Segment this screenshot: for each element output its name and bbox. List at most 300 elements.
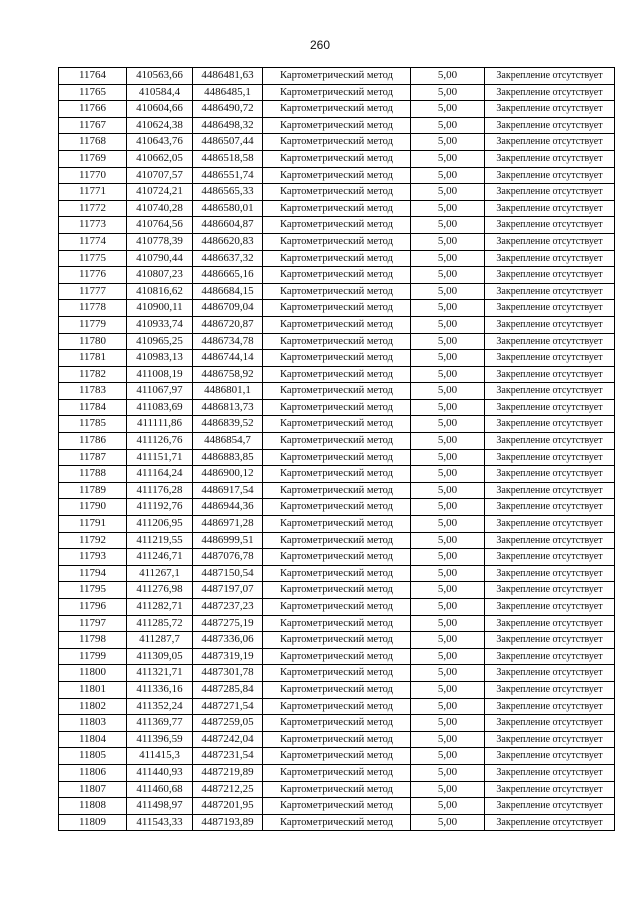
fixation-cell: Закрепление отсутствует	[485, 84, 615, 101]
accuracy-cell: 5,00	[411, 233, 485, 250]
table-row	[59, 665, 615, 682]
point-number-cell: 11798	[59, 632, 127, 649]
accuracy-cell: 5,00	[411, 681, 485, 698]
table-row	[59, 532, 615, 549]
method-cell: Картометрический метод	[263, 516, 411, 533]
method-cell: Картометрический метод	[263, 84, 411, 101]
fixation-cell: Закрепление отсутствует	[485, 150, 615, 167]
y-coordinate-cell: 4486801,1	[193, 383, 263, 400]
table-row	[59, 648, 615, 665]
accuracy-cell: 5,00	[411, 300, 485, 317]
y-coordinate-cell: 4487242,04	[193, 731, 263, 748]
table-row	[59, 698, 615, 715]
point-number-cell: 11781	[59, 350, 127, 367]
method-cell: Картометрический метод	[263, 399, 411, 416]
fixation-cell: Закрепление отсутствует	[485, 648, 615, 665]
method-cell: Картометрический метод	[263, 781, 411, 798]
fixation-cell: Закрепление отсутствует	[485, 300, 615, 317]
y-coordinate-cell: 4486507,44	[193, 134, 263, 151]
method-cell: Картометрический метод	[263, 715, 411, 732]
table-row	[59, 117, 615, 134]
y-coordinate-cell: 4486565,33	[193, 184, 263, 201]
accuracy-cell: 5,00	[411, 499, 485, 516]
table-row	[59, 150, 615, 167]
x-coordinate-cell: 410790,44	[127, 250, 193, 267]
accuracy-cell: 5,00	[411, 632, 485, 649]
method-cell: Картометрический метод	[263, 333, 411, 350]
point-number-cell: 11806	[59, 764, 127, 781]
page-number: 260	[309, 38, 331, 52]
method-cell: Картометрический метод	[263, 167, 411, 184]
method-cell: Картометрический метод	[263, 283, 411, 300]
x-coordinate-cell: 411164,24	[127, 466, 193, 483]
fixation-cell: Закрепление отсутствует	[485, 366, 615, 383]
table-row	[59, 433, 615, 450]
point-number-cell: 11771	[59, 184, 127, 201]
fixation-cell: Закрепление отсутствует	[485, 117, 615, 134]
fixation-cell: Закрепление отсутствует	[485, 814, 615, 831]
accuracy-cell: 5,00	[411, 549, 485, 566]
method-cell: Картометрический метод	[263, 565, 411, 582]
y-coordinate-cell: 4486518,58	[193, 150, 263, 167]
y-coordinate-cell: 4487285,84	[193, 681, 263, 698]
table-row	[59, 233, 615, 250]
point-number-cell: 11764	[59, 68, 127, 85]
point-number-cell: 11770	[59, 167, 127, 184]
x-coordinate-cell: 411246,71	[127, 549, 193, 566]
table-row	[59, 731, 615, 748]
method-cell: Картометрический метод	[263, 150, 411, 167]
method-cell: Картометрический метод	[263, 681, 411, 698]
point-number-cell: 11809	[59, 814, 127, 831]
accuracy-cell: 5,00	[411, 167, 485, 184]
fixation-cell: Закрепление отсутствует	[485, 200, 615, 217]
point-number-cell: 11792	[59, 532, 127, 549]
method-cell: Картометрический метод	[263, 416, 411, 433]
x-coordinate-cell: 410764,56	[127, 217, 193, 234]
fixation-cell: Закрепление отсутствует	[485, 731, 615, 748]
fixation-cell: Закрепление отсутствует	[485, 665, 615, 682]
accuracy-cell: 5,00	[411, 383, 485, 400]
x-coordinate-cell: 410643,76	[127, 134, 193, 151]
x-coordinate-cell: 411352,24	[127, 698, 193, 715]
y-coordinate-cell: 4487076,78	[193, 549, 263, 566]
method-cell: Картометрический метод	[263, 482, 411, 499]
table-row	[59, 250, 615, 267]
table-row	[59, 333, 615, 350]
point-number-cell: 11772	[59, 200, 127, 217]
fixation-cell: Закрепление отсутствует	[485, 350, 615, 367]
fixation-cell: Закрепление отсутствует	[485, 565, 615, 582]
x-coordinate-cell: 411460,68	[127, 781, 193, 798]
fixation-cell: Закрепление отсутствует	[485, 283, 615, 300]
x-coordinate-cell: 411219,55	[127, 532, 193, 549]
point-number-cell: 11769	[59, 150, 127, 167]
x-coordinate-cell: 411396,59	[127, 731, 193, 748]
method-cell: Картометрический метод	[263, 383, 411, 400]
table-row	[59, 681, 615, 698]
method-cell: Картометрический метод	[263, 101, 411, 118]
point-number-cell: 11796	[59, 599, 127, 616]
fixation-cell: Закрепление отсутствует	[485, 715, 615, 732]
fixation-cell: Закрепление отсутствует	[485, 499, 615, 516]
fixation-cell: Закрепление отсутствует	[485, 416, 615, 433]
point-number-cell: 11786	[59, 433, 127, 450]
table-row	[59, 599, 615, 616]
y-coordinate-cell: 4487259,05	[193, 715, 263, 732]
y-coordinate-cell: 4487197,07	[193, 582, 263, 599]
point-number-cell: 11782	[59, 366, 127, 383]
point-number-cell: 11808	[59, 798, 127, 815]
fixation-cell: Закрепление отсутствует	[485, 250, 615, 267]
accuracy-cell: 5,00	[411, 84, 485, 101]
accuracy-cell: 5,00	[411, 250, 485, 267]
method-cell: Картометрический метод	[263, 582, 411, 599]
method-cell: Картометрический метод	[263, 217, 411, 234]
fixation-cell: Закрепление отсутствует	[485, 316, 615, 333]
y-coordinate-cell: 4486637,32	[193, 250, 263, 267]
accuracy-cell: 5,00	[411, 449, 485, 466]
x-coordinate-cell: 410563,66	[127, 68, 193, 85]
point-number-cell: 11797	[59, 615, 127, 632]
x-coordinate-cell: 411336,16	[127, 681, 193, 698]
table-row	[59, 350, 615, 367]
table-row	[59, 167, 615, 184]
table-row	[59, 449, 615, 466]
y-coordinate-cell: 4486498,32	[193, 117, 263, 134]
fixation-cell: Закрепление отсутствует	[485, 217, 615, 234]
x-coordinate-cell: 411498,97	[127, 798, 193, 815]
y-coordinate-cell: 4487336,06	[193, 632, 263, 649]
accuracy-cell: 5,00	[411, 416, 485, 433]
x-coordinate-cell: 411008,19	[127, 366, 193, 383]
y-coordinate-cell: 4486604,87	[193, 217, 263, 234]
x-coordinate-cell: 411083,69	[127, 399, 193, 416]
accuracy-cell: 5,00	[411, 814, 485, 831]
table-row	[59, 781, 615, 798]
accuracy-cell: 5,00	[411, 267, 485, 284]
point-number-cell: 11803	[59, 715, 127, 732]
table-row	[59, 582, 615, 599]
table-row	[59, 764, 615, 781]
y-coordinate-cell: 4486971,28	[193, 516, 263, 533]
fixation-cell: Закрепление отсутствует	[485, 615, 615, 632]
y-coordinate-cell: 4487219,89	[193, 764, 263, 781]
accuracy-cell: 5,00	[411, 101, 485, 118]
y-coordinate-cell: 4486744,14	[193, 350, 263, 367]
accuracy-cell: 5,00	[411, 516, 485, 533]
point-number-cell: 11800	[59, 665, 127, 682]
accuracy-cell: 5,00	[411, 748, 485, 765]
point-number-cell: 11788	[59, 466, 127, 483]
accuracy-cell: 5,00	[411, 134, 485, 151]
accuracy-cell: 5,00	[411, 781, 485, 798]
fixation-cell: Закрепление отсутствует	[485, 599, 615, 616]
table-row	[59, 615, 615, 632]
fixation-cell: Закрепление отсутствует	[485, 549, 615, 566]
table-row	[59, 814, 615, 831]
x-coordinate-cell: 410778,39	[127, 233, 193, 250]
method-cell: Картометрический метод	[263, 184, 411, 201]
point-number-cell: 11791	[59, 516, 127, 533]
point-number-cell: 11768	[59, 134, 127, 151]
method-cell: Картометрический метод	[263, 632, 411, 649]
y-coordinate-cell: 4486665,16	[193, 267, 263, 284]
accuracy-cell: 5,00	[411, 117, 485, 134]
x-coordinate-cell: 410624,38	[127, 117, 193, 134]
point-number-cell: 11789	[59, 482, 127, 499]
x-coordinate-cell: 411369,77	[127, 715, 193, 732]
accuracy-cell: 5,00	[411, 466, 485, 483]
fixation-cell: Закрепление отсутствует	[485, 184, 615, 201]
point-number-cell: 11804	[59, 731, 127, 748]
x-coordinate-cell: 411192,76	[127, 499, 193, 516]
x-coordinate-cell: 410983,13	[127, 350, 193, 367]
accuracy-cell: 5,00	[411, 798, 485, 815]
method-cell: Картометрический метод	[263, 117, 411, 134]
x-coordinate-cell: 411111,86	[127, 416, 193, 433]
accuracy-cell: 5,00	[411, 350, 485, 367]
x-coordinate-cell: 410900,11	[127, 300, 193, 317]
fixation-cell: Закрепление отсутствует	[485, 582, 615, 599]
y-coordinate-cell: 4487237,23	[193, 599, 263, 616]
x-coordinate-cell: 411206,95	[127, 516, 193, 533]
table-row	[59, 267, 615, 284]
method-cell: Картометрический метод	[263, 433, 411, 450]
point-number-cell: 11779	[59, 316, 127, 333]
method-cell: Картометрический метод	[263, 798, 411, 815]
y-coordinate-cell: 4487212,25	[193, 781, 263, 798]
fixation-cell: Закрепление отсутствует	[485, 632, 615, 649]
method-cell: Картометрический метод	[263, 748, 411, 765]
point-number-cell: 11780	[59, 333, 127, 350]
table-row	[59, 283, 615, 300]
y-coordinate-cell: 4486481,63	[193, 68, 263, 85]
y-coordinate-cell: 4486944,36	[193, 499, 263, 516]
fixation-cell: Закрепление отсутствует	[485, 68, 615, 85]
y-coordinate-cell: 4487275,19	[193, 615, 263, 632]
method-cell: Картометрический метод	[263, 549, 411, 566]
x-coordinate-cell: 411267,1	[127, 565, 193, 582]
fixation-cell: Закрепление отсутствует	[485, 781, 615, 798]
y-coordinate-cell: 4486734,78	[193, 333, 263, 350]
method-cell: Картометрический метод	[263, 250, 411, 267]
x-coordinate-cell: 410816,62	[127, 283, 193, 300]
point-number-cell: 11765	[59, 84, 127, 101]
x-coordinate-cell: 411282,71	[127, 599, 193, 616]
coordinates-table-body	[59, 68, 615, 831]
accuracy-cell: 5,00	[411, 333, 485, 350]
table-row	[59, 516, 615, 533]
table-row	[59, 217, 615, 234]
table-row	[59, 134, 615, 151]
accuracy-cell: 5,00	[411, 532, 485, 549]
y-coordinate-cell: 4486684,15	[193, 283, 263, 300]
fixation-cell: Закрепление отсутствует	[485, 466, 615, 483]
point-number-cell: 11799	[59, 648, 127, 665]
y-coordinate-cell: 4486839,52	[193, 416, 263, 433]
point-number-cell: 11773	[59, 217, 127, 234]
point-number-cell: 11776	[59, 267, 127, 284]
accuracy-cell: 5,00	[411, 184, 485, 201]
x-coordinate-cell: 410707,57	[127, 167, 193, 184]
y-coordinate-cell: 4486883,85	[193, 449, 263, 466]
table-row	[59, 499, 615, 516]
method-cell: Картометрический метод	[263, 68, 411, 85]
x-coordinate-cell: 411543,33	[127, 814, 193, 831]
point-number-cell: 11794	[59, 565, 127, 582]
fixation-cell: Закрепление отсутствует	[485, 764, 615, 781]
x-coordinate-cell: 410965,25	[127, 333, 193, 350]
method-cell: Картометрический метод	[263, 300, 411, 317]
table-row	[59, 748, 615, 765]
method-cell: Картометрический метод	[263, 366, 411, 383]
point-number-cell: 11801	[59, 681, 127, 698]
fixation-cell: Закрепление отсутствует	[485, 134, 615, 151]
accuracy-cell: 5,00	[411, 366, 485, 383]
x-coordinate-cell: 410933,74	[127, 316, 193, 333]
y-coordinate-cell: 4486580,01	[193, 200, 263, 217]
accuracy-cell: 5,00	[411, 150, 485, 167]
y-coordinate-cell: 4486551,74	[193, 167, 263, 184]
method-cell: Картометрический метод	[263, 449, 411, 466]
fixation-cell: Закрепление отсутствует	[485, 449, 615, 466]
accuracy-cell: 5,00	[411, 698, 485, 715]
y-coordinate-cell: 4487319,19	[193, 648, 263, 665]
table-row	[59, 200, 615, 217]
method-cell: Картометрический метод	[263, 267, 411, 284]
x-coordinate-cell: 411176,28	[127, 482, 193, 499]
accuracy-cell: 5,00	[411, 565, 485, 582]
method-cell: Картометрический метод	[263, 134, 411, 151]
table-row	[59, 300, 615, 317]
fixation-cell: Закрепление отсутствует	[485, 798, 615, 815]
fixation-cell: Закрепление отсутствует	[485, 101, 615, 118]
accuracy-cell: 5,00	[411, 200, 485, 217]
y-coordinate-cell: 4486917,54	[193, 482, 263, 499]
y-coordinate-cell: 4486854,7	[193, 433, 263, 450]
accuracy-cell: 5,00	[411, 715, 485, 732]
x-coordinate-cell: 411287,7	[127, 632, 193, 649]
method-cell: Картометрический метод	[263, 599, 411, 616]
table-row	[59, 715, 615, 732]
x-coordinate-cell: 411285,72	[127, 615, 193, 632]
point-number-cell: 11805	[59, 748, 127, 765]
x-coordinate-cell: 411067,97	[127, 383, 193, 400]
accuracy-cell: 5,00	[411, 68, 485, 85]
fixation-cell: Закрепление отсутствует	[485, 482, 615, 499]
accuracy-cell: 5,00	[411, 582, 485, 599]
method-cell: Картометрический метод	[263, 648, 411, 665]
method-cell: Картометрический метод	[263, 316, 411, 333]
x-coordinate-cell: 410662,05	[127, 150, 193, 167]
fixation-cell: Закрепление отсутствует	[485, 399, 615, 416]
x-coordinate-cell: 410724,21	[127, 184, 193, 201]
table-row	[59, 416, 615, 433]
table-row	[59, 316, 615, 333]
fixation-cell: Закрепление отсутствует	[485, 267, 615, 284]
y-coordinate-cell: 4487231,54	[193, 748, 263, 765]
x-coordinate-cell: 411151,71	[127, 449, 193, 466]
fixation-cell: Закрепление отсутствует	[485, 532, 615, 549]
fixation-cell: Закрепление отсутствует	[485, 333, 615, 350]
x-coordinate-cell: 411415,3	[127, 748, 193, 765]
x-coordinate-cell: 410740,28	[127, 200, 193, 217]
table-row	[59, 798, 615, 815]
y-coordinate-cell: 4487193,89	[193, 814, 263, 831]
point-number-cell: 11784	[59, 399, 127, 416]
accuracy-cell: 5,00	[411, 599, 485, 616]
x-coordinate-cell: 410584,4	[127, 84, 193, 101]
table-row	[59, 101, 615, 118]
y-coordinate-cell: 4486813,73	[193, 399, 263, 416]
table-row	[59, 366, 615, 383]
x-coordinate-cell: 411440,93	[127, 764, 193, 781]
accuracy-cell: 5,00	[411, 648, 485, 665]
fixation-cell: Закрепление отсутствует	[485, 233, 615, 250]
point-number-cell: 11775	[59, 250, 127, 267]
point-number-cell: 11795	[59, 582, 127, 599]
fixation-cell: Закрепление отсутствует	[485, 681, 615, 698]
point-number-cell: 11802	[59, 698, 127, 715]
accuracy-cell: 5,00	[411, 433, 485, 450]
method-cell: Картометрический метод	[263, 698, 411, 715]
x-coordinate-cell: 411309,05	[127, 648, 193, 665]
point-number-cell: 11777	[59, 283, 127, 300]
accuracy-cell: 5,00	[411, 665, 485, 682]
method-cell: Картометрический метод	[263, 615, 411, 632]
table-row	[59, 383, 615, 400]
point-number-cell: 11767	[59, 117, 127, 134]
accuracy-cell: 5,00	[411, 217, 485, 234]
y-coordinate-cell: 4486490,72	[193, 101, 263, 118]
point-number-cell: 11774	[59, 233, 127, 250]
accuracy-cell: 5,00	[411, 316, 485, 333]
accuracy-cell: 5,00	[411, 399, 485, 416]
y-coordinate-cell: 4487301,78	[193, 665, 263, 682]
accuracy-cell: 5,00	[411, 615, 485, 632]
table-row	[59, 84, 615, 101]
point-number-cell: 11790	[59, 499, 127, 516]
point-number-cell: 11778	[59, 300, 127, 317]
table-row	[59, 466, 615, 483]
table-row	[59, 549, 615, 566]
accuracy-cell: 5,00	[411, 731, 485, 748]
point-number-cell: 11793	[59, 549, 127, 566]
x-coordinate-cell: 410604,66	[127, 101, 193, 118]
point-number-cell: 11783	[59, 383, 127, 400]
table-row	[59, 565, 615, 582]
point-number-cell: 11787	[59, 449, 127, 466]
table-row	[59, 184, 615, 201]
y-coordinate-cell: 4486485,1	[193, 84, 263, 101]
y-coordinate-cell: 4486999,51	[193, 532, 263, 549]
y-coordinate-cell: 4486900,12	[193, 466, 263, 483]
point-number-cell: 11785	[59, 416, 127, 433]
method-cell: Картометрический метод	[263, 764, 411, 781]
y-coordinate-cell: 4487201,95	[193, 798, 263, 815]
x-coordinate-cell: 411276,98	[127, 582, 193, 599]
fixation-cell: Закрепление отсутствует	[485, 516, 615, 533]
method-cell: Картометрический метод	[263, 665, 411, 682]
fixation-cell: Закрепление отсутствует	[485, 167, 615, 184]
method-cell: Картометрический метод	[263, 814, 411, 831]
accuracy-cell: 5,00	[411, 283, 485, 300]
table-row	[59, 399, 615, 416]
y-coordinate-cell: 4487150,54	[193, 565, 263, 582]
y-coordinate-cell: 4486620,83	[193, 233, 263, 250]
fixation-cell: Закрепление отсутствует	[485, 383, 615, 400]
